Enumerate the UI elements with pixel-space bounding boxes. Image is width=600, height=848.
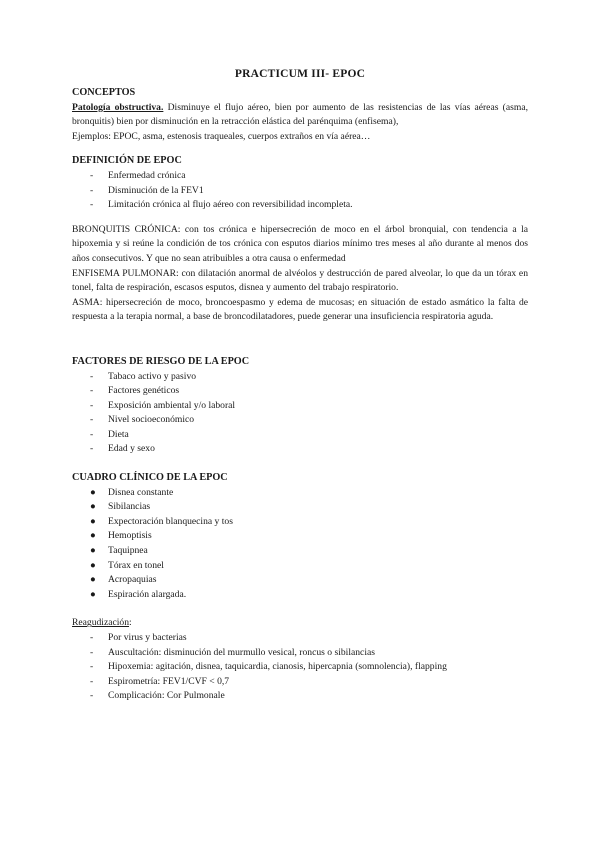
list-item: - Complicación: Cor Pulmonale bbox=[72, 689, 528, 704]
dash-marker: - bbox=[90, 199, 94, 211]
bullet-marker: ● bbox=[90, 486, 96, 498]
dash-marker: - bbox=[90, 646, 94, 658]
document-title: PRACTICUM III- EPOC bbox=[234, 68, 366, 80]
dash-marker: - bbox=[90, 632, 94, 643]
list-item: - Hipoxemia: agitación, disnea, taquicardia, cianosis, hipercapnia (somnolencia), flapping bbox=[72, 660, 528, 675]
patologia-label: Patología obstructiva. bbox=[72, 101, 164, 113]
list-item: - Dieta bbox=[72, 428, 528, 443]
bullet-marker: ● bbox=[90, 559, 96, 571]
bullet-marker: ● bbox=[90, 545, 96, 557]
dash-marker: - bbox=[90, 443, 94, 455]
dash-marker: - bbox=[90, 169, 94, 181]
factores-list bbox=[72, 370, 528, 458]
bullet-marker: ● bbox=[90, 530, 96, 542]
list-item: - Exposición ambiental y/o laboral bbox=[72, 399, 528, 414]
cuadro-heading: CUADRO CLÍNICO DE LA EPOC bbox=[72, 472, 228, 484]
list-item: ● Sibilancias bbox=[72, 500, 528, 515]
list-item: - Enfermedad crónica bbox=[72, 169, 528, 184]
definicion-heading: DEFINICIÓN DE EPOC bbox=[72, 155, 182, 167]
document-body bbox=[72, 86, 528, 704]
dash-marker: - bbox=[90, 661, 94, 673]
patologia-text: Disminuye el flujo aéreo, bien por aumento de las resistencias de las vías aéreas (asma, bronquitis) bien por disminución en la retracción elástica del parénquima (enfisema), bbox=[72, 101, 528, 128]
bronquitis-paragraph: BRONQUITIS CRÓNICA: con tos crónica e hipersecreción de moco en el árbol bronquial, con tendencia a la hipoxemia y si reúne la condición de tos crónica con esputos diarios mínimo tres meses al año durante al menos dos años consecutivos. Y que no sean atribuibles a otra causa o enfermedad bbox=[72, 223, 528, 264]
list-item: - Tabaco activo y pasivo bbox=[72, 370, 528, 385]
list-item: - Edad y sexo bbox=[72, 442, 528, 457]
ejemplos-line: Ejemplos: EPOC, asma, estenosis traqueales, cuerpos extraños en vía aérea… bbox=[72, 130, 371, 142]
list-item: ● Expectoración blanquecina y tos bbox=[72, 515, 528, 530]
asma-paragraph: ASMA: hipersecreción de moco, broncoespasmo y edema de mucosas; en situación de estado asmático la falta de respuesta a la terapia normal, a base de broncodilatadores, puede generar una insuficiencia respiratoria aguda. bbox=[72, 296, 528, 323]
bullet-marker: ● bbox=[90, 588, 96, 600]
dash-marker: - bbox=[90, 414, 94, 426]
reagudizacion-heading bbox=[72, 616, 528, 631]
list-item: ● Hemoptisis bbox=[72, 529, 528, 544]
list-item: ● Acropaquias bbox=[72, 573, 528, 588]
list-item: ● Disnea constante bbox=[72, 486, 528, 501]
reagudizacion-colon: : bbox=[129, 617, 132, 629]
dash-marker: - bbox=[90, 370, 94, 382]
reagudizacion-label: Reagudización bbox=[72, 617, 130, 629]
conceptos-heading: CONCEPTOS bbox=[72, 87, 136, 98]
list-item: - Espirometría: FEV1/CVF < 0,7 bbox=[72, 675, 528, 690]
dash-marker: - bbox=[90, 675, 94, 687]
dash-marker: - bbox=[90, 428, 94, 440]
list-item: ● Tórax en tonel bbox=[72, 559, 528, 574]
enfisema-paragraph: ENFISEMA PULMONAR: con dilatación anormal de alvéolos y destrucción de pared alveolar, lo que da un tórax en tonel, falta de respiración, escasos esputos, disnea y aumento del trabajo respiratorio. bbox=[72, 267, 528, 294]
list-item: - Nivel socioeconómico bbox=[72, 413, 528, 428]
list-item: - Por virus y bacterias bbox=[72, 631, 528, 646]
dash-marker: - bbox=[90, 184, 94, 196]
reagudizacion-list bbox=[72, 631, 528, 704]
cuadro-list bbox=[72, 486, 528, 603]
list-item: - Factores genéticos bbox=[72, 384, 528, 399]
list-item: - Disminución de la FEV1 bbox=[72, 184, 528, 199]
patologia-paragraph bbox=[72, 101, 528, 130]
bullet-marker: ● bbox=[90, 515, 96, 527]
dash-marker: - bbox=[90, 385, 94, 397]
list-item: ● Espiración alargada. bbox=[72, 588, 528, 603]
definicion-list bbox=[72, 169, 528, 213]
list-item: - Auscultación: disminución del murmullo vesical, roncus o sibilancias bbox=[72, 646, 528, 661]
factores-heading: FACTORES DE RIESGO DE LA EPOC bbox=[72, 355, 250, 367]
list-item: - Limitación crónica al flujo aéreo con reversibilidad incompleta. bbox=[72, 198, 528, 213]
dash-marker: - bbox=[90, 399, 94, 411]
dash-marker: - bbox=[90, 690, 94, 702]
bullet-marker: ● bbox=[90, 574, 96, 586]
bullet-marker: ● bbox=[90, 501, 96, 513]
list-item: ● Taquipnea bbox=[72, 544, 528, 559]
